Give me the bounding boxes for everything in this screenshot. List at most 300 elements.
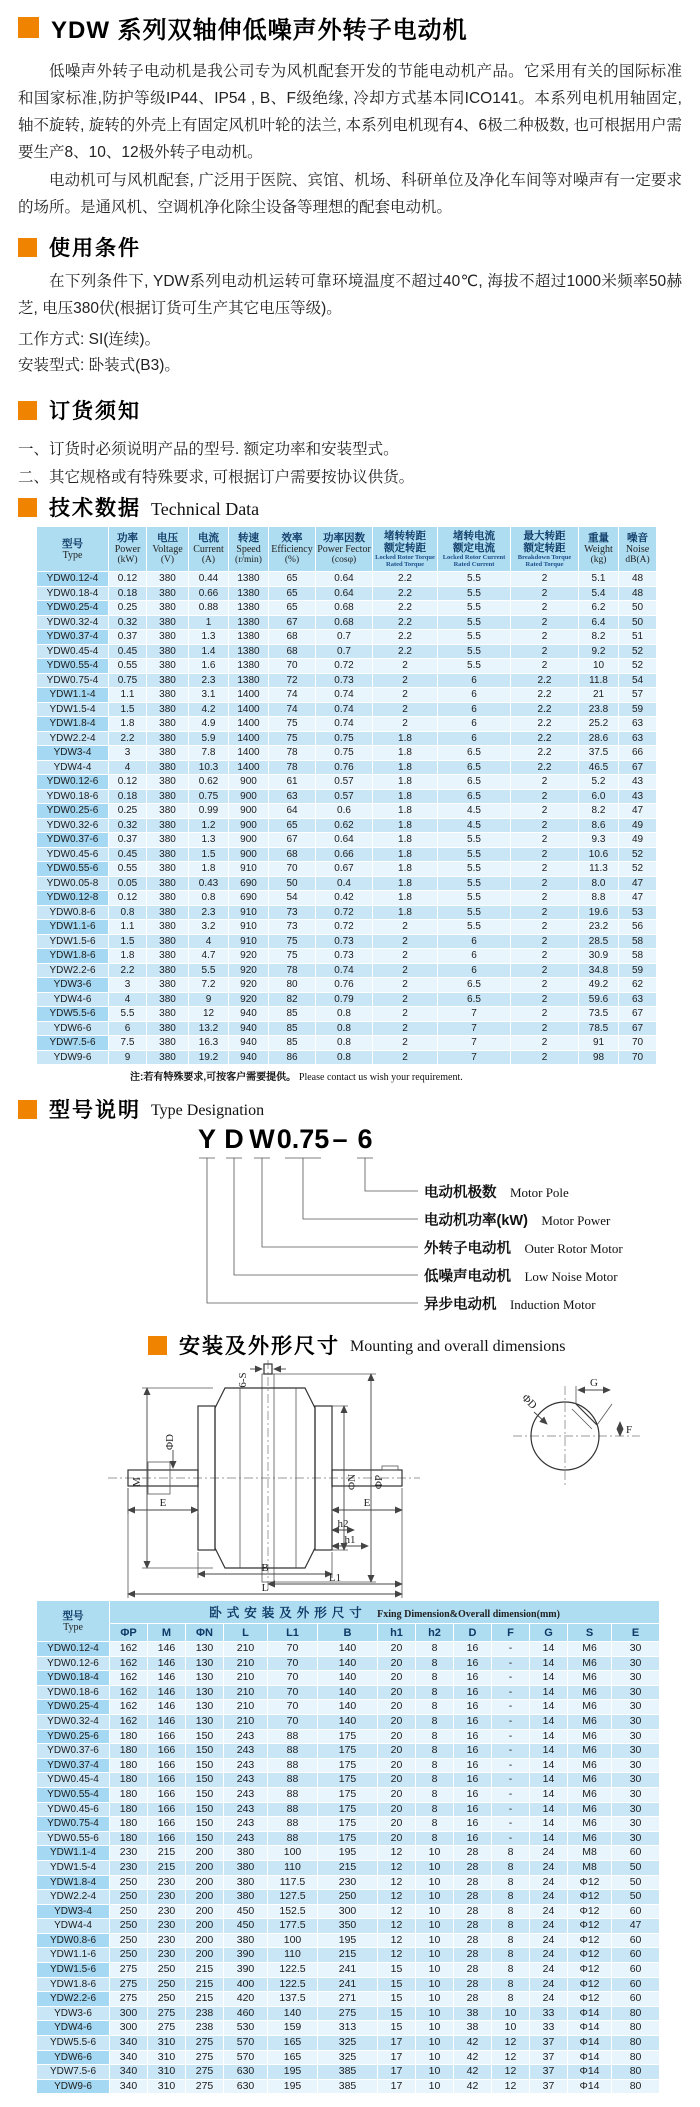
value-cell: 19.6	[579, 905, 619, 920]
value-cell: 0.7	[316, 630, 373, 645]
model-cell: YDW4-6	[37, 2021, 110, 2036]
dim-label-m: M	[131, 1477, 143, 1487]
value-cell: 5.5	[438, 586, 511, 601]
value-cell: 37	[530, 2050, 568, 2065]
value-cell: 9	[109, 1050, 147, 1065]
value-cell: 380	[147, 804, 189, 819]
value-cell: 28	[454, 1875, 492, 1890]
value-cell: 920	[229, 978, 269, 993]
value-cell: 38	[454, 2006, 492, 2021]
designation-label-zh: 电动机极数	[424, 1185, 497, 1201]
value-cell: 166	[148, 1773, 186, 1788]
value-cell: 2	[373, 978, 438, 993]
value-cell: 570	[224, 2050, 268, 2065]
dim-type-header	[37, 1601, 110, 1642]
value-cell: 166	[148, 1758, 186, 1773]
value-cell: 14	[530, 1685, 568, 1700]
table-row	[37, 1656, 660, 1671]
value-cell: 230	[148, 1875, 186, 1890]
value-cell: 0.75	[109, 673, 147, 688]
designation-label-zh: 电动机功率(kW)	[424, 1213, 528, 1229]
value-cell: 5.5	[438, 847, 511, 862]
value-cell: 60	[612, 1977, 660, 1992]
value-cell: 100	[268, 1933, 318, 1948]
value-cell: 6	[438, 673, 511, 688]
value-cell: 10	[416, 1933, 454, 1948]
value-cell: 380	[147, 673, 189, 688]
dim-col-header: L	[224, 1624, 268, 1642]
value-cell: 8	[416, 1773, 454, 1788]
value-cell: 162	[110, 1642, 148, 1657]
mounting-heading-en: Mounting and overall dimensions	[350, 1338, 566, 1355]
value-cell: 20	[378, 1685, 416, 1700]
model-cell: YDW4-4	[37, 1919, 110, 1934]
value-cell: 49	[619, 833, 657, 848]
value-cell: 200	[186, 1919, 224, 1934]
value-cell: 0.64	[316, 833, 373, 848]
value-cell: 14	[530, 1802, 568, 1817]
value-cell: 6.2	[579, 601, 619, 616]
model-cell: YDW0.18-6	[37, 1685, 110, 1700]
model-cell: YDW0.37-4	[37, 1758, 110, 1773]
value-cell: 0.66	[189, 586, 229, 601]
tech-col-header: 堵转转距 额定转距 Locked Rotor Torque Rated Torque	[373, 527, 438, 572]
value-cell: 16	[454, 1714, 492, 1729]
tech-col-header: 转速 Speed (r/min)	[229, 527, 269, 572]
value-cell: 2.2	[109, 963, 147, 978]
table-row	[37, 1977, 660, 1992]
dim-col-header: h2	[416, 1624, 454, 1642]
value-cell: 78.5	[579, 1021, 619, 1036]
value-cell: 2	[511, 630, 579, 645]
value-cell: 1.3	[189, 630, 229, 645]
value-cell: -	[492, 1642, 530, 1657]
value-cell: 42	[454, 2050, 492, 2065]
value-cell: 180	[110, 1802, 148, 1817]
dim-label-phi-d: ΦD	[164, 1434, 176, 1450]
value-cell: 215	[148, 1860, 186, 1875]
value-cell: 58	[619, 934, 657, 949]
value-cell: 910	[229, 934, 269, 949]
value-cell: 50	[269, 876, 316, 891]
value-cell: 16	[454, 1700, 492, 1715]
model-cell: YDW1.8-6	[37, 1977, 110, 1992]
designation-label-en: Induction Motor	[509, 1297, 596, 1312]
value-cell: 1380	[229, 673, 269, 688]
value-cell: 0.45	[109, 847, 147, 862]
value-cell: 110	[268, 1948, 318, 1963]
value-cell: 2.2	[511, 731, 579, 746]
value-cell: 243	[224, 1758, 268, 1773]
value-cell: 300	[110, 2006, 148, 2021]
value-cell: 10	[416, 2050, 454, 2065]
designation-label-zh: 外转子电动机	[424, 1241, 511, 1257]
mounting-heading-zh: 安装及外形尺寸	[179, 1335, 340, 1358]
value-cell: 380	[147, 862, 189, 877]
model-cell: YDW0.55-6	[37, 1831, 110, 1846]
model-cell: YDW2.2-6	[37, 1992, 110, 2007]
value-cell: 0.72	[316, 905, 373, 920]
value-cell: 150	[186, 1773, 224, 1788]
value-cell: 180	[110, 1744, 148, 1759]
value-cell: 380	[224, 1860, 268, 1875]
value-cell: 12	[492, 2050, 530, 2065]
value-cell: 250	[110, 1875, 148, 1890]
value-cell: 0.68	[316, 601, 373, 616]
value-cell: 0.72	[316, 920, 373, 935]
value-cell: 380	[147, 775, 189, 790]
value-cell: 85	[269, 1021, 316, 1036]
value-cell: 1380	[229, 644, 269, 659]
value-cell: 2.2	[511, 717, 579, 732]
value-cell: 0.79	[316, 992, 373, 1007]
value-cell: 140	[318, 1700, 378, 1715]
value-cell: 140	[318, 1656, 378, 1671]
usage-mount-type: 安装型式: 卧装式(B3)。	[18, 357, 180, 374]
value-cell: 3	[109, 978, 147, 993]
value-cell: 12	[378, 1890, 416, 1905]
value-cell: 175	[318, 1758, 378, 1773]
table-note	[130, 1068, 670, 1083]
value-cell: 0.76	[316, 760, 373, 775]
value-cell: 162	[110, 1656, 148, 1671]
value-cell: 10	[416, 1860, 454, 1875]
value-cell: 1.8	[373, 818, 438, 833]
value-cell: 14	[530, 1729, 568, 1744]
value-cell: 2	[511, 847, 579, 862]
orange-square-icon	[18, 17, 39, 38]
designation-label-zh: 异步电动机	[424, 1297, 497, 1313]
value-cell: 16	[454, 1642, 492, 1657]
model-cell: YDW0.18-4	[37, 1671, 110, 1686]
tech-col-header: 型号 Type	[37, 527, 109, 572]
model-cell: YDW0.32-4	[37, 615, 109, 630]
value-cell: 146	[148, 1656, 186, 1671]
value-cell: 10	[416, 1992, 454, 2007]
value-cell: 380	[147, 1050, 189, 1065]
value-cell: 241	[318, 1977, 378, 1992]
value-cell: 20	[378, 1758, 416, 1773]
value-cell: 1.8	[373, 760, 438, 775]
value-cell: 243	[224, 1773, 268, 1788]
value-cell: 30	[612, 1671, 660, 1686]
model-cell: YDW0.12-8	[37, 891, 109, 906]
value-cell: 250	[148, 1992, 186, 2007]
value-cell: 380	[147, 949, 189, 964]
value-cell: 380	[147, 963, 189, 978]
value-cell: 7	[438, 1007, 511, 1022]
value-cell: 175	[318, 1831, 378, 1846]
value-cell: 2	[373, 688, 438, 703]
value-cell: 5.4	[579, 586, 619, 601]
tech-col-header: 功率 Power (kW)	[109, 527, 147, 572]
value-cell: 2.2	[373, 630, 438, 645]
value-cell: 1400	[229, 717, 269, 732]
value-cell: 146	[148, 1671, 186, 1686]
value-cell: 177.5	[268, 1919, 318, 1934]
value-cell: 12	[492, 2036, 530, 2051]
value-cell: 4.9	[189, 717, 229, 732]
value-cell: 175	[318, 1817, 378, 1832]
value-cell: 2	[373, 673, 438, 688]
value-cell: 215	[186, 1977, 224, 1992]
designation-label-pole	[424, 1181, 569, 1202]
value-cell: 380	[224, 1875, 268, 1890]
dim-col-header: ΦN	[186, 1624, 224, 1642]
value-cell: 2	[511, 1007, 579, 1022]
value-cell: 0.12	[109, 775, 147, 790]
dim-label-phi-p: ΦP	[373, 1474, 385, 1490]
code-part-y: Y	[197, 1124, 217, 1154]
value-cell: 75	[269, 934, 316, 949]
value-cell: 14	[530, 1642, 568, 1657]
section-heading-mounting	[148, 1330, 566, 1360]
value-cell: 1.8	[373, 775, 438, 790]
value-cell: 450	[224, 1919, 268, 1934]
value-cell: 50	[619, 601, 657, 616]
value-cell: 50	[612, 1860, 660, 1875]
value-cell: 0.37	[109, 833, 147, 848]
designation-label-en: Motor Power	[541, 1213, 611, 1228]
model-cell: YDW3-6	[37, 978, 109, 993]
value-cell: -	[492, 1714, 530, 1729]
model-cell: YDW0.37-4	[37, 630, 109, 645]
value-cell: 12	[378, 1919, 416, 1934]
value-cell: 130	[186, 1714, 224, 1729]
value-cell: 50	[612, 1875, 660, 1890]
model-cell: YDW0.25-6	[37, 804, 109, 819]
value-cell: 14	[530, 1831, 568, 1846]
model-cell: YDW1.5-4	[37, 702, 109, 717]
value-cell: 100	[268, 1846, 318, 1861]
dim-span-zh: 卧式安装及外形尺寸	[209, 1605, 367, 1620]
value-cell: 60	[612, 1846, 660, 1861]
value-cell: 6.0	[579, 789, 619, 804]
value-cell: 110	[268, 1860, 318, 1875]
value-cell: 380	[147, 615, 189, 630]
value-cell: 0.12	[109, 572, 147, 587]
value-cell: Φ14	[568, 2036, 612, 2051]
value-cell: 2	[511, 992, 579, 1007]
value-cell: 88	[268, 1773, 318, 1788]
value-cell: 275	[318, 2006, 378, 2021]
model-cell: YDW0.37-6	[37, 1744, 110, 1759]
value-cell: 150	[186, 1817, 224, 1832]
value-cell: 0.64	[316, 586, 373, 601]
value-cell: 200	[186, 1890, 224, 1905]
value-cell: 28	[454, 1860, 492, 1875]
value-cell: 16	[454, 1831, 492, 1846]
value-cell: 9.2	[579, 644, 619, 659]
value-cell: 0.72	[316, 659, 373, 674]
value-cell: 230	[148, 1904, 186, 1919]
value-cell: 271	[318, 1992, 378, 2007]
value-cell: 30	[612, 1700, 660, 1715]
value-cell: -	[492, 1729, 530, 1744]
model-cell: YDW2.2-4	[37, 731, 109, 746]
model-cell: YDW3-6	[37, 2006, 110, 2021]
value-cell: 30	[612, 1802, 660, 1817]
model-cell: YDW0.12-6	[37, 1656, 110, 1671]
value-cell: 2	[511, 949, 579, 964]
value-cell: 900	[229, 789, 269, 804]
value-cell: 30.9	[579, 949, 619, 964]
value-cell: 210	[224, 1656, 268, 1671]
value-cell: 5.5	[438, 615, 511, 630]
value-cell: 21	[579, 688, 619, 703]
value-cell: 1.6	[189, 659, 229, 674]
value-cell: 16	[454, 1817, 492, 1832]
value-cell: 8	[416, 1787, 454, 1802]
value-cell: 7.5	[109, 1036, 147, 1051]
value-cell: 900	[229, 847, 269, 862]
value-cell: 1.8	[109, 949, 147, 964]
value-cell: 8	[492, 1846, 530, 1861]
dim-label-h1: h1	[344, 1534, 356, 1546]
value-cell: 30	[612, 1685, 660, 1700]
dim-label-h2: h2	[337, 1518, 349, 1530]
value-cell: 10	[416, 1977, 454, 1992]
value-cell: 900	[229, 775, 269, 790]
table-row	[37, 1933, 660, 1948]
value-cell: -	[492, 1671, 530, 1686]
section-heading-usage	[18, 232, 141, 262]
value-cell: 1400	[229, 746, 269, 761]
value-cell: M6	[568, 1700, 612, 1715]
value-cell: 275	[186, 2079, 224, 2094]
value-cell: 195	[268, 2079, 318, 2094]
table-row	[37, 1729, 660, 1744]
value-cell: 940	[229, 1050, 269, 1065]
model-cell: YDW1.5-6	[37, 934, 109, 949]
value-cell: 137.5	[268, 1992, 318, 2007]
value-cell: 380	[147, 659, 189, 674]
value-cell: 28	[454, 1933, 492, 1948]
dim-label-f: F	[625, 1424, 633, 1436]
model-cell: YDW0.25-4	[37, 1700, 110, 1715]
code-part-d: D	[224, 1124, 244, 1154]
value-cell: 385	[318, 2065, 378, 2080]
value-cell: 400	[224, 1977, 268, 1992]
value-cell: 150	[186, 1744, 224, 1759]
value-cell: 243	[224, 1802, 268, 1817]
value-cell: 20	[378, 1642, 416, 1657]
value-cell: Φ14	[568, 2050, 612, 2065]
value-cell: 180	[110, 1831, 148, 1846]
value-cell: 275	[186, 2065, 224, 2080]
value-cell: 390	[224, 1948, 268, 1963]
value-cell: Φ12	[568, 1963, 612, 1978]
value-cell: 24	[530, 1933, 568, 1948]
value-cell: 63	[619, 717, 657, 732]
value-cell: 2	[373, 659, 438, 674]
value-cell: 340	[110, 2079, 148, 2094]
value-cell: 0.73	[316, 949, 373, 964]
dim-label-phi-d2: ΦD	[519, 1391, 540, 1412]
value-cell: 2	[373, 702, 438, 717]
value-cell: 30	[612, 1758, 660, 1773]
value-cell: 0.55	[109, 862, 147, 877]
dim-span-en: Fxing Dimension&Overall dimension(mm)	[377, 1608, 560, 1620]
value-cell: 0.75	[316, 746, 373, 761]
value-cell: 6	[438, 717, 511, 732]
value-cell: 50	[612, 1890, 660, 1905]
value-cell: 180	[110, 1787, 148, 1802]
value-cell: 238	[186, 2006, 224, 2021]
value-cell: 6	[438, 949, 511, 964]
value-cell: 70	[269, 862, 316, 877]
value-cell: 2.2	[511, 760, 579, 775]
value-cell: 8	[416, 1656, 454, 1671]
model-cell: YDW0.8-6	[37, 1933, 110, 1948]
value-cell: 130	[186, 1642, 224, 1657]
value-cell: M6	[568, 1656, 612, 1671]
value-cell: 12	[492, 2079, 530, 2094]
value-cell: 310	[148, 2065, 186, 2080]
value-cell: 380	[147, 702, 189, 717]
value-cell: 66	[619, 746, 657, 761]
table-row	[37, 601, 657, 616]
value-cell: 78	[269, 963, 316, 978]
connector-pole	[365, 1158, 418, 1191]
value-cell: 146	[148, 1700, 186, 1715]
value-cell: 58	[619, 949, 657, 964]
value-cell: 2.2	[373, 615, 438, 630]
value-cell: 5.5	[438, 601, 511, 616]
value-cell: 175	[318, 1802, 378, 1817]
value-cell: 2	[373, 920, 438, 935]
designation-label-power	[424, 1209, 610, 1230]
value-cell: 215	[148, 1846, 186, 1861]
value-cell: 59.6	[579, 992, 619, 1007]
value-cell: 243	[224, 1831, 268, 1846]
value-cell: 10	[416, 1963, 454, 1978]
model-cell: YDW0.32-4	[37, 1714, 110, 1729]
value-cell: 300	[318, 1904, 378, 1919]
value-cell: 215	[318, 1948, 378, 1963]
value-cell: 1380	[229, 572, 269, 587]
value-cell: 1.3	[189, 833, 229, 848]
tech-heading-en: Technical Data	[151, 498, 260, 519]
value-cell: 180	[110, 1817, 148, 1832]
value-cell: 5.5	[438, 833, 511, 848]
value-cell: 275	[110, 1963, 148, 1978]
model-cell: YDW3-4	[37, 1904, 110, 1919]
value-cell: 3	[109, 746, 147, 761]
value-cell: 175	[318, 1729, 378, 1744]
value-cell: 37.5	[579, 746, 619, 761]
table-row	[37, 1700, 660, 1715]
table-row	[37, 2079, 660, 2094]
table-row	[37, 688, 657, 703]
value-cell: 30	[612, 1773, 660, 1788]
table-row	[37, 746, 657, 761]
value-cell: 8	[416, 1671, 454, 1686]
value-cell: 59	[619, 702, 657, 717]
value-cell: 130	[186, 1700, 224, 1715]
model-cell: YDW1.5-6	[37, 1963, 110, 1978]
value-cell: 380	[147, 760, 189, 775]
value-cell: 1.8	[109, 717, 147, 732]
model-cell: YDW0.32-6	[37, 818, 109, 833]
value-cell: 10	[416, 2065, 454, 2080]
value-cell: 70	[619, 1036, 657, 1051]
value-cell: 920	[229, 992, 269, 1007]
value-cell: 30	[612, 1656, 660, 1671]
value-cell: 7	[438, 1050, 511, 1065]
value-cell: 243	[224, 1787, 268, 1802]
model-cell: YDW0.8-6	[37, 905, 109, 920]
